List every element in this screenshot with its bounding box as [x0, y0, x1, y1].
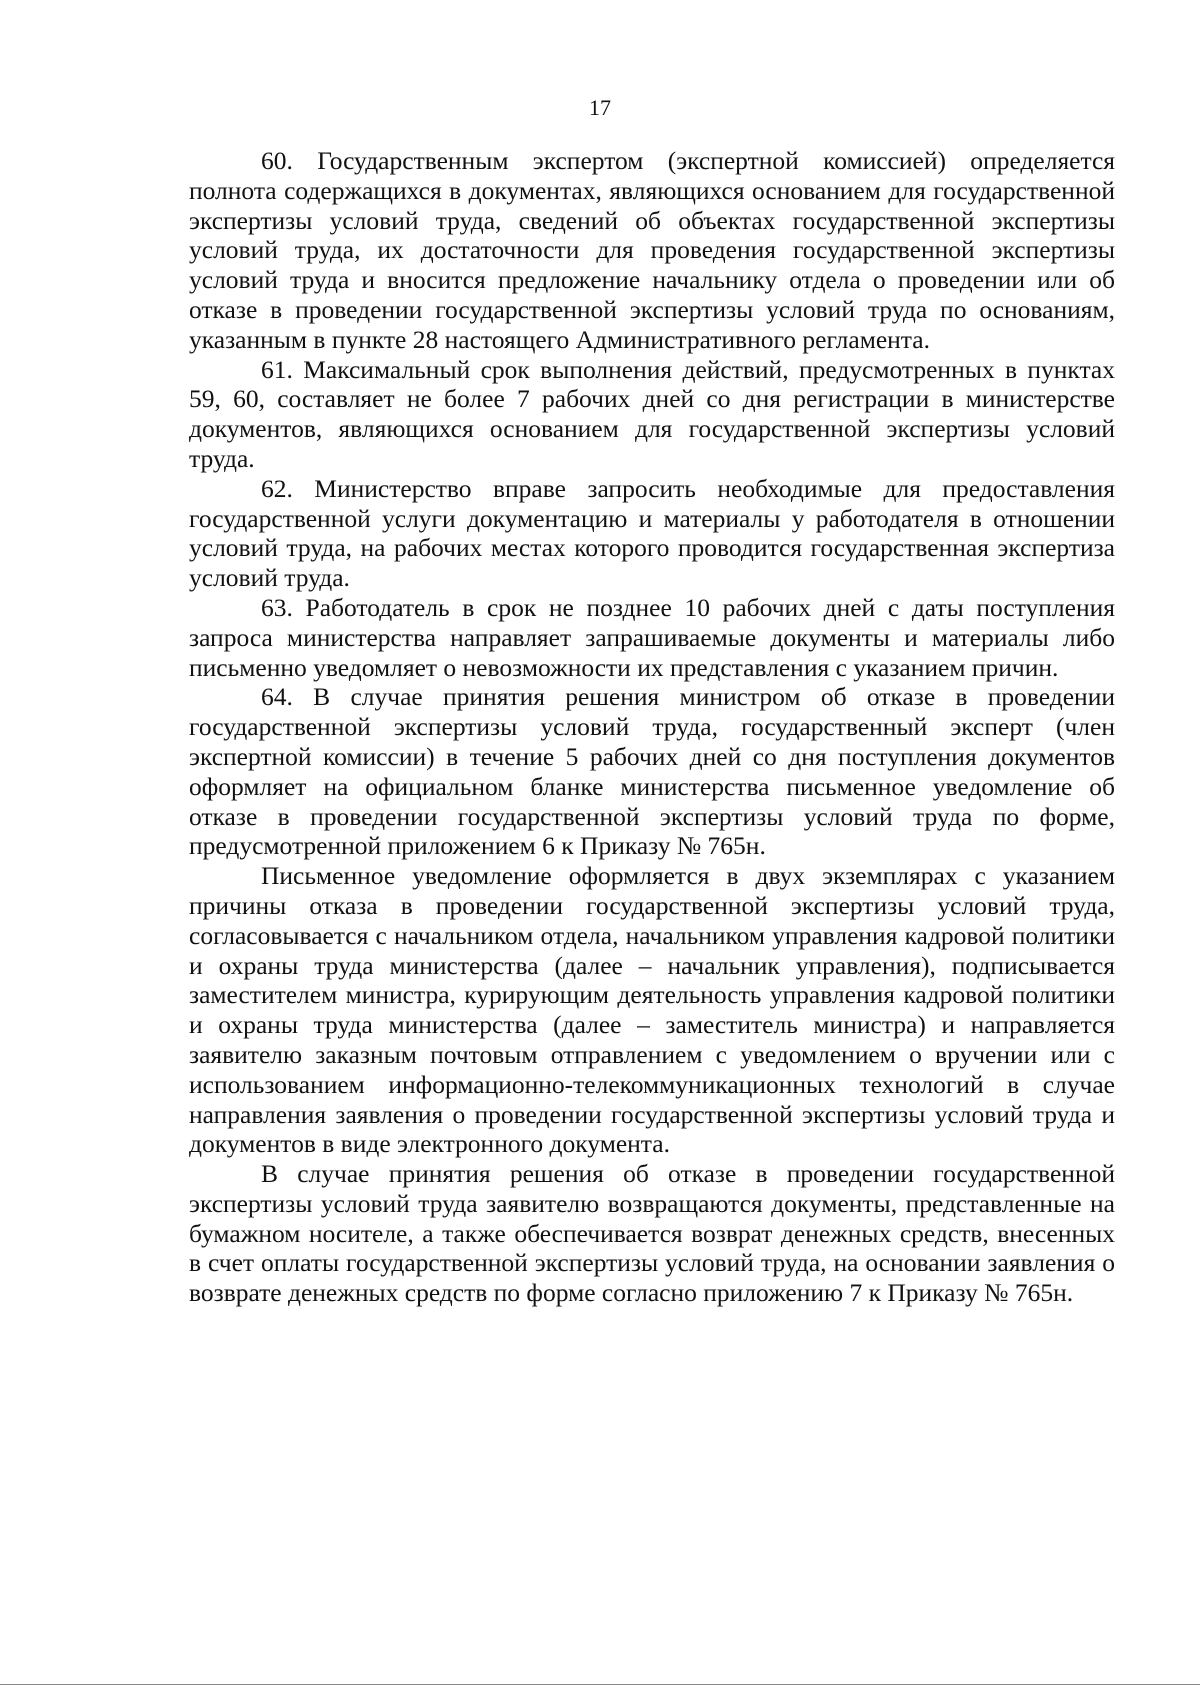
paragraph-63: 63. Работодатель в срок не позднее 10 рабочих дней с даты поступления запроса министерства направляет запрашиваемые документы и материалы либо письменно уведомляет о невозможности их представления с указанием причин.	[189, 592, 1115, 682]
page-number: 17	[589, 95, 611, 120]
document-body	[189, 146, 1115, 1308]
paragraph-64: 64. В случае принятия решения министром об отказе в проведении государственной экспертизы условий труда, государственный эксперт (член экспертной комиссии) в течение 5 рабочих дней со дня поступления документов оформляет на официальном бланке министерства письменное уведомление об отказе в проведении государственной экспертизы условий труда по форме, предусмотренной приложением 6 к Приказу № 765н.	[189, 682, 1115, 861]
paragraph-62: 62. Министерство вправе запросить необходимые для предоставления государственной услуги документацию и материалы у работодателя в отношении условий труда, на рабочих местах которого проводится государственная экспертиза условий труда.	[189, 473, 1115, 593]
paragraph-notification: Письменное уведомление оформляется в двух экземплярах с указанием причины отказа в проведении государственной экспертизы условий труда, согласовывается с начальником отдела, начальником управления кадровой политики и охраны труда министерства (далее – начальник управления), подписывается заместителем министра, курирующим деятельность управления кадровой политики и охраны труда министерства (далее – заместитель министра) и направляется заявителю заказным почтовым отправлением с уведомлением о вручении или с использованием информационно-телекоммуникационных технологий в случае направления заявления о проведении государственной экспертизы условий труда и документов в виде электронного документа.	[189, 861, 1115, 1159]
paragraph-61: 61. Максимальный срок выполнения действий, предусмотренных в пунктах 59, 60, составляет не более 7 рабочих дней со дня регистрации в министерстве документов, являющихся основанием для государственной экспертизы условий труда.	[189, 354, 1115, 473]
paragraph-60: 60. Государственным экспертом (экспертной комиссией) определяется полнота содержащихся в документах, являющихся основанием для государственной экспертизы условий труда, сведений об объектах государственной экспертизы условий труда, их достаточности для проведения государственной экспертизы условий труда и вносится предложение начальнику отдела о проведении или об отказе в проведении государственной экспертизы условий труда по основаниям, указанным в пункте 28 настоящего Административного регламента.	[189, 146, 1115, 354]
page-bottom-edge-line	[0, 1684, 1200, 1685]
paragraph-refusal-refund: В случае принятия решения об отказе в проведении государственной экспертизы условий труда заявителю возвращаются документы, представленные на бумажном носителе, а также обеспечивается возврат денежных средств, внесенных в счет оплаты государственной экспертизы условий труда, на основании заявления о возврате денежных средств по форме согласно приложению 7 к Приказу № 765н.	[189, 1159, 1115, 1308]
